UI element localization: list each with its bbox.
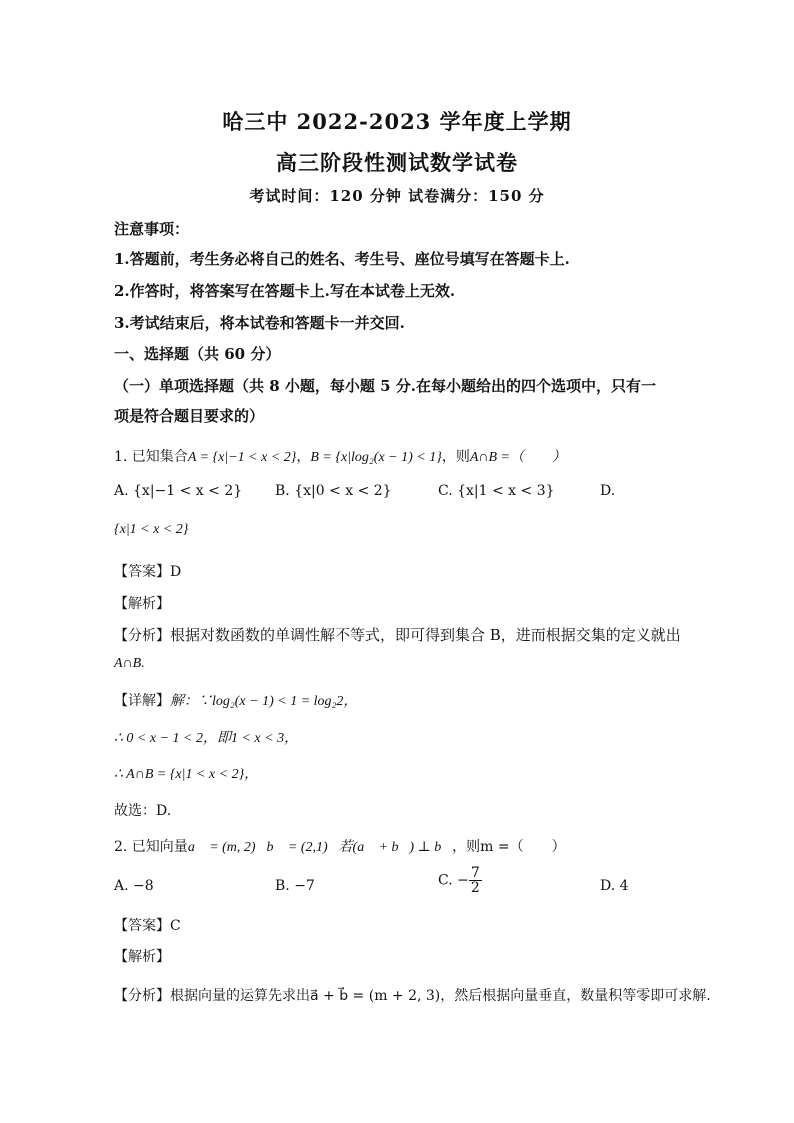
q1-detail-1 [114,690,357,710]
q2-stem [114,836,566,856]
q2-option-c-fraction [469,866,482,895]
q2-answer-value: C [170,918,181,934]
section-subtitle-line2: 项是符合题目要求的） [114,407,265,425]
q1-answer-tag: 【答案】 [114,564,170,580]
q1-fenxi-tag: 【分析】 [114,628,170,644]
q2-answer-tag: 【答案】 [114,918,170,934]
q1-option-b: B. {x|0 < x < 2} [275,483,392,499]
q2-option-c-label: C. − [438,872,469,889]
q1-fenxi-text2: A∩B. [114,656,145,671]
q2-option-c-denominator: 2 [470,880,480,896]
q1-detail-4: 故选：D. [114,803,172,819]
q1-ask: A∩B =（ ） [469,450,566,465]
q2-option-a: A. −8 [114,878,154,894]
q1-comma: ， [296,449,311,465]
q1-option-c: C. {x|1 < x < 3} [438,483,555,499]
q1-option-d-value: {x|1 < x < 2} [114,522,189,537]
q1-option-d-label: D. [600,483,616,499]
q2-answer [114,915,181,935]
q1-fenxi-text: 根据对数函数的单调性解不等式，即可得到集合 B，进而根据交集的定义就出 [170,626,681,644]
notice-item-1: 1.答题前，考生务必将自己的姓名、考生号、座位号填写在答题卡上. [114,250,570,268]
q2-vec-b: ，b⃗ = (2,1) [255,840,328,855]
q1-fenxi [114,624,681,645]
q1-set-b: B = {x|log₂(x − 1) < 1} [310,450,442,465]
q2-option-b: B. −7 [275,878,315,894]
exam-title: 哈三中 2022-2023 学年度上学期 [222,109,572,134]
q1-answer-value: D [170,564,182,580]
notice-item-2: 2.作答时，将答案写在答题卡上.写在本试卷上无效. [114,282,456,300]
notice-heading: 注意事项： [114,220,190,238]
exam-meta: 考试时间：120 分钟 试卷满分：150 分 [249,187,545,205]
q2-analysis-tag: 【解析】 [114,949,170,965]
q1-detail-3: ∴ A∩B = {x|1 < x < 2}， [114,767,259,782]
q1-answer [114,561,181,581]
q2-condition: ，若(a⃗ + b⃗) ⊥ b⃗ [327,840,453,855]
section-subtitle-line1: （一）单项选择题（共 8 小题，每小题 5 分.在每小题给出的四个选项中，只有一 [114,377,656,395]
q1-analysis-tag: 【解析】 [114,596,170,612]
q1-detail-l1: 解：∵log₂(x − 1) < 1 = log₂2， [170,694,358,709]
q1-stem [114,446,566,466]
q2-stem-prefix: 2. 已知向量 [114,839,188,855]
q2-option-c [438,866,482,895]
q2-fenxi-text: 根据向量的运算先求出a⃗ + b⃗ = (m + 2, 3)，然后根据向量垂直，数量积等零即可求解. [170,988,711,1004]
q1-set-a: A = {x|−1 < x < 2} [187,450,297,465]
q2-fenxi-tag: 【分析】 [114,988,170,1004]
q2-option-c-numerator: 7 [470,865,480,881]
notice-item-3: 3.考试结束后，将本试卷和答题卡一并交回. [114,314,405,332]
q1-detail-2: ∴ 0 < x − 1 < 2，即1 < x < 3， [114,731,299,746]
q2-fenxi [114,985,711,1005]
q2-stem-suffix: ，则m =（ ） [452,839,566,855]
q2-vec-a: a⃗ = (m, 2) [187,840,256,855]
q1-option-a: A. {x|−1 < x < 2} [114,483,243,499]
q2-option-d: D. 4 [600,878,629,894]
section-title: 一、选择题（共 60 分） [114,345,281,363]
exam-subtitle: 高三阶段性测试数学试卷 [276,150,518,175]
q1-detail-tag: 【详解】 [114,693,170,709]
q1-stem-prefix: 1. 已知集合 [114,449,188,465]
q1-stem-suffix: ，则 [441,449,470,465]
